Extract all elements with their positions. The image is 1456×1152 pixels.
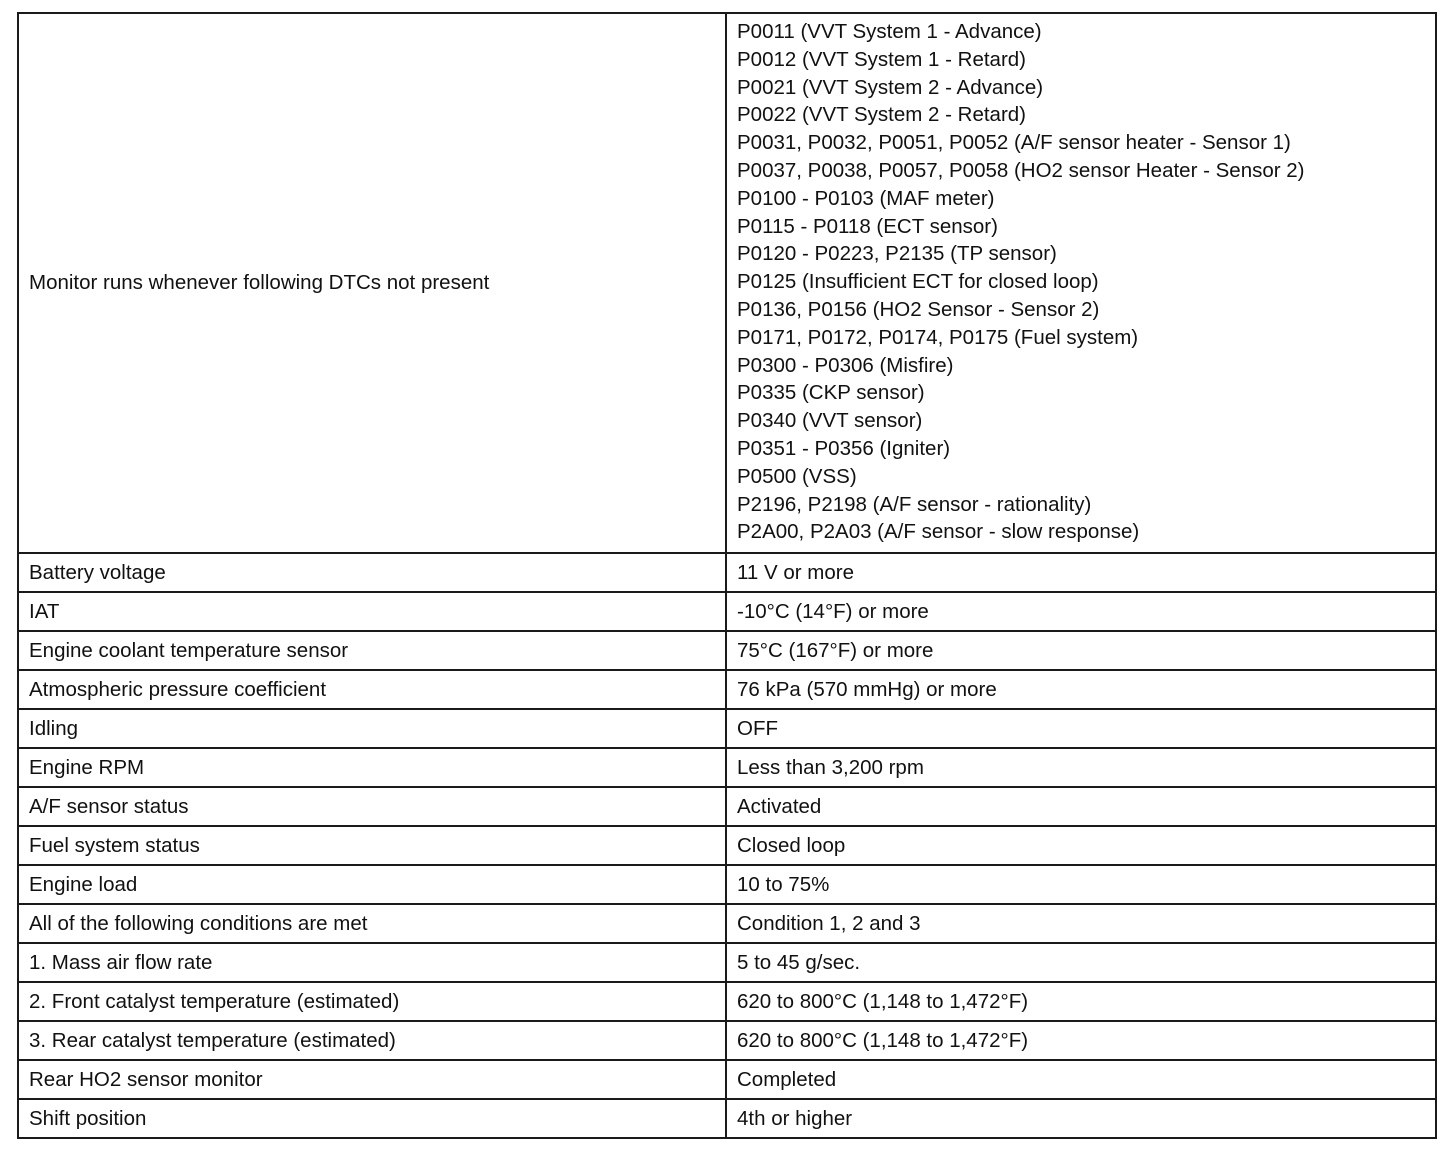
- dtc-item: P2A00, P2A03 (A/F sensor - slow response): [737, 520, 1140, 544]
- condition-label: 2. Front catalyst temperature (estimated): [18, 982, 726, 1021]
- table-row: [18, 826, 1436, 865]
- condition-label: Engine load: [18, 865, 726, 904]
- condition-label: Battery voltage: [18, 553, 726, 592]
- condition-label: Engine RPM: [18, 748, 726, 787]
- table-row: [18, 982, 1436, 1021]
- condition-value: 75°C (167°F) or more: [726, 631, 1436, 670]
- condition-value: -10°C (14°F) or more: [726, 592, 1436, 631]
- table-row: [18, 1021, 1436, 1060]
- table-row: [18, 1099, 1436, 1138]
- dtc-item: P0012 (VVT System 1 - Retard): [737, 47, 1027, 71]
- dtc-item: P0340 (VVT sensor): [737, 409, 923, 433]
- dtc-item: P0125 (Insufficient ECT for closed loop): [737, 270, 1099, 294]
- condition-value: 5 to 45 g/sec.: [726, 943, 1436, 982]
- condition-value: 620 to 800°C (1,148 to 1,472°F): [726, 982, 1436, 1021]
- condition-label: A/F sensor status: [18, 787, 726, 826]
- table-row: [18, 865, 1436, 904]
- condition-label: Rear HO2 sensor monitor: [18, 1060, 726, 1099]
- table-row: [18, 553, 1436, 592]
- conditions-table: [17, 12, 1437, 1139]
- dtc-item: P0022 (VVT System 2 - Retard): [737, 103, 1027, 127]
- condition-label: 3. Rear catalyst temperature (estimated): [18, 1021, 726, 1060]
- dtc-item: P0500 (VSS): [737, 464, 857, 488]
- condition-label: IAT: [18, 592, 726, 631]
- condition-value: 10 to 75%: [726, 865, 1436, 904]
- dtc-list: [737, 14, 1425, 552]
- condition-label: Idling: [18, 709, 726, 748]
- dtc-item: P0100 - P0103 (MAF meter): [737, 186, 995, 210]
- dtc-condition-label: Monitor runs whenever following DTCs not present: [18, 13, 726, 553]
- table-row: [18, 670, 1436, 709]
- condition-value: Activated: [726, 787, 1436, 826]
- condition-label: Fuel system status: [18, 826, 726, 865]
- condition-label: Shift position: [18, 1099, 726, 1138]
- condition-value: Closed loop: [726, 826, 1436, 865]
- condition-value: OFF: [726, 709, 1436, 748]
- table-row: [18, 748, 1436, 787]
- dtc-list-cell: [726, 13, 1436, 553]
- dtc-item: P0120 - P0223, P2135 (TP sensor): [737, 242, 1057, 266]
- table-row: [18, 904, 1436, 943]
- table-row: [18, 787, 1436, 826]
- table-row: [18, 709, 1436, 748]
- condition-value: 11 V or more: [726, 553, 1436, 592]
- dtc-item: P0037, P0038, P0057, P0058 (HO2 sensor Heater - Sensor 2): [737, 158, 1305, 182]
- dtc-item: P2196, P2198 (A/F sensor - rationality): [737, 492, 1092, 516]
- condition-label: Atmospheric pressure coefficient: [18, 670, 726, 709]
- condition-value: Condition 1, 2 and 3: [726, 904, 1436, 943]
- table-row: [18, 943, 1436, 982]
- dtc-item: P0031, P0032, P0051, P0052 (A/F sensor heater - Sensor 1): [737, 131, 1291, 155]
- dtc-item: P0171, P0172, P0174, P0175 (Fuel system): [737, 325, 1139, 349]
- table-row: [18, 631, 1436, 670]
- condition-value: 620 to 800°C (1,148 to 1,472°F): [726, 1021, 1436, 1060]
- dtc-item: P0021 (VVT System 2 - Advance): [737, 75, 1044, 99]
- condition-value: Completed: [726, 1060, 1436, 1099]
- dtc-item: P0300 - P0306 (Misfire): [737, 353, 954, 377]
- condition-value: 4th or higher: [726, 1099, 1436, 1138]
- dtc-item: P0351 - P0356 (Igniter): [737, 436, 951, 460]
- condition-label: Engine coolant temperature sensor: [18, 631, 726, 670]
- dtc-item: P0136, P0156 (HO2 Sensor - Sensor 2): [737, 297, 1100, 321]
- condition-label: All of the following conditions are met: [18, 904, 726, 943]
- dtc-item: P0335 (CKP sensor): [737, 381, 925, 405]
- table-row: [18, 592, 1436, 631]
- condition-value: 76 kPa (570 mmHg) or more: [726, 670, 1436, 709]
- table-row-dtc-conditions: [18, 13, 1436, 553]
- dtc-item: P0115 - P0118 (ECT sensor): [737, 214, 998, 238]
- dtc-item: P0011 (VVT System 1 - Advance): [737, 20, 1042, 43]
- condition-value: Less than 3,200 rpm: [726, 748, 1436, 787]
- table-row: [18, 1060, 1436, 1099]
- condition-label: 1. Mass air flow rate: [18, 943, 726, 982]
